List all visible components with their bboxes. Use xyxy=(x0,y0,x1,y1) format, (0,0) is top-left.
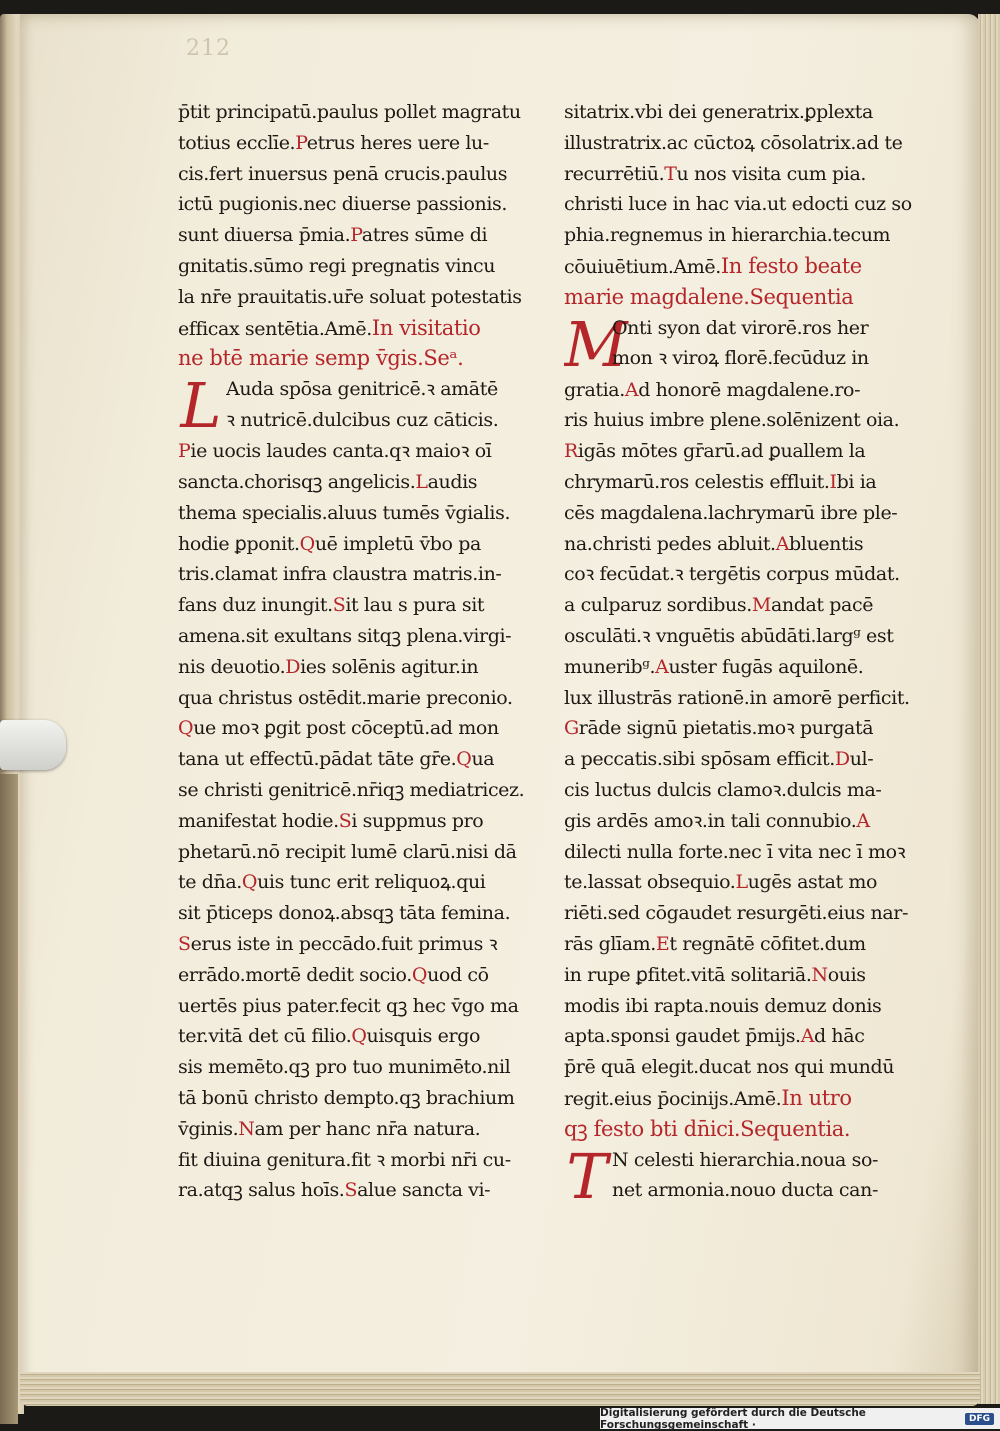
text-segment: bluentis xyxy=(789,532,864,555)
text-segment: na.christi pedes abluit. xyxy=(564,532,776,555)
text-segment: qua christus ostēdit.marie preconio. xyxy=(178,686,513,709)
rubricated-capital: N xyxy=(811,963,828,986)
rubricated-capital: M xyxy=(751,594,771,617)
text-line xyxy=(612,313,914,344)
text-segment: in rupe ꝑfitet.vitā solitariā. xyxy=(564,963,812,986)
text-segment: d hāc xyxy=(814,1025,865,1048)
text-segment: amena.sit exultans sitqꝫ plena.virgi- xyxy=(178,624,512,647)
text-segment: it lau s pura sit xyxy=(345,594,485,617)
text-line xyxy=(564,1114,914,1145)
text-segment: errādo.mortē dedit socio. xyxy=(178,963,412,986)
text-column-left xyxy=(178,97,530,1206)
initial-block-laude xyxy=(178,374,530,436)
initial-lines xyxy=(178,374,530,436)
text-line xyxy=(564,960,914,991)
text-segment: igās mōtes gr̄arū.ad ꝑuallem la xyxy=(577,440,866,463)
text-line xyxy=(564,744,914,775)
rubricated-capital: L xyxy=(415,470,428,493)
text-line xyxy=(178,282,530,313)
text-segment: manifestat hodie. xyxy=(178,809,339,832)
text-line xyxy=(564,405,914,436)
page-number: 212 xyxy=(186,36,231,61)
text-segment: erus iste in peccādo.fuit primus ꝛ xyxy=(190,932,498,955)
text-line xyxy=(178,1021,530,1052)
text-line xyxy=(178,929,530,960)
text-line xyxy=(564,251,914,282)
text-segment: sancta.chorisqꝫ angelicis. xyxy=(178,470,416,493)
text-segment: bi ia xyxy=(836,470,877,493)
dfg-logo: DFG xyxy=(965,1413,994,1425)
text-line xyxy=(178,1083,530,1114)
text-line xyxy=(564,806,914,837)
text-line xyxy=(564,1021,914,1052)
text-segment: uod cō xyxy=(427,963,489,986)
text-segment: am per hanc nr̄a natura. xyxy=(254,1117,481,1140)
text-line xyxy=(564,713,914,744)
text-line xyxy=(564,375,914,406)
text-line xyxy=(564,436,914,467)
text-segment: a culparuz sordibus. xyxy=(564,594,752,617)
text-line xyxy=(564,467,914,498)
rubric-heading: marie magdalene.Sequentia xyxy=(564,284,854,309)
rubricated-capital: A xyxy=(624,378,639,401)
text-segment: rās glīam. xyxy=(564,932,656,955)
rubricated-capital: Q xyxy=(178,717,194,740)
text-segment: ꝛ nutricē.dulcibus cuz cāticis. xyxy=(226,408,499,431)
rubric-heading: In festo beate xyxy=(720,253,862,278)
text-segment: cōuiuētium.Amē. xyxy=(564,255,721,278)
text-line xyxy=(178,220,530,251)
text-line xyxy=(564,991,914,1022)
rubricated-capital: A xyxy=(800,1025,815,1048)
text-segment: gratia. xyxy=(564,378,625,401)
text-line xyxy=(178,1114,530,1145)
text-segment: dilecti nulla forte.nec ī vita nec ī moꝛ xyxy=(564,840,906,863)
text-line xyxy=(564,898,914,929)
text-line xyxy=(564,775,914,806)
text-line xyxy=(564,1052,914,1083)
rubricated-capital: D xyxy=(834,748,850,771)
text-segment: illustratrix.ac cūctoꝝ cōsolatrix.ad te xyxy=(564,131,903,154)
left-column-opening xyxy=(178,97,530,374)
text-line xyxy=(564,867,914,898)
text-segment: alue sancta vi- xyxy=(357,1179,491,1202)
text-line xyxy=(564,159,914,190)
rubricated-capital: D xyxy=(285,655,301,678)
text-column-right xyxy=(564,97,914,1207)
text-segment: sit p̄ticeps donoꝝ.absqꝫ tāta femina. xyxy=(178,902,511,925)
text-line xyxy=(178,97,530,128)
text-segment: ictū pugionis.nec diuerse passionis. xyxy=(178,193,508,216)
text-segment: se christi genitricē.nr̄iqꝫ mediatricez. xyxy=(178,778,525,801)
right-column-opening xyxy=(564,97,914,313)
text-segment: uis tunc erit reliquoꝝ.qui xyxy=(257,871,486,894)
text-segment: t regnātē cōfitet.dum xyxy=(669,932,866,955)
text-line xyxy=(178,590,530,621)
rubric-heading: ne btē marie semp v̄gis.Seᵃ. xyxy=(178,346,464,371)
text-line xyxy=(564,1083,914,1114)
text-line xyxy=(178,467,530,498)
text-segment: d honorē magdalene.ro- xyxy=(638,378,861,401)
text-line xyxy=(178,1175,530,1206)
text-segment: atres sūme di xyxy=(361,224,488,247)
text-line xyxy=(178,867,530,898)
text-line xyxy=(178,991,530,1022)
rubricated-capital: S xyxy=(344,1179,358,1202)
rubricated-capital: L xyxy=(735,871,748,894)
text-segment: tā bonū christo dempto.qꝫ brachium xyxy=(178,1086,515,1109)
text-segment: a peccatis.sibi spōsam efficit. xyxy=(564,748,835,771)
text-segment: totius ecclīe. xyxy=(178,131,296,154)
text-line xyxy=(564,929,914,960)
text-line xyxy=(178,837,530,868)
text-segment: osculāti.ꝛ vnguētis abūdāti.largᵍ est xyxy=(564,624,894,647)
text-line xyxy=(564,837,914,868)
rubricated-capital: S xyxy=(332,594,346,617)
text-segment: i suppmus pro xyxy=(351,809,484,832)
decorated-initial: M xyxy=(564,312,628,375)
text-segment: ouis xyxy=(827,963,866,986)
text-line xyxy=(178,683,530,714)
footer-credit: Digitalisierung gefördert durch die Deutsche Forschungsgemeinschaft · xyxy=(600,1406,866,1431)
text-line xyxy=(564,683,914,714)
rubric-heading: In utro xyxy=(781,1085,852,1110)
rubricated-capital: I xyxy=(829,470,837,493)
text-segment: ra.atqꝫ salus hoīs. xyxy=(178,1179,345,1202)
text-line xyxy=(564,559,914,590)
initial-lines xyxy=(564,1145,914,1207)
rubricated-capital: P xyxy=(350,224,362,247)
rubricated-capital: P xyxy=(295,131,307,154)
rubricated-capital: A xyxy=(655,655,669,678)
text-segment: ua xyxy=(471,748,495,771)
text-segment: ugēs astat mo xyxy=(747,871,878,894)
digitization-footer xyxy=(600,1408,1000,1429)
rubricated-capital: E xyxy=(655,932,670,955)
rubricated-capital: S xyxy=(338,809,352,832)
text-segment: gnitatis.sūmo regi pregnatis vincu xyxy=(178,254,496,277)
rubric-heading: In visitatio xyxy=(371,315,481,340)
text-segment: mon ꝛ viroꝝ florē.fecūduz in xyxy=(612,347,869,370)
text-segment: coꝛ fecūdat.ꝛ tergētis corpus mūdat. xyxy=(564,563,900,586)
text-segment: uē impletū v̄bo pa xyxy=(314,532,481,555)
text-segment: apta.sponsi gaudet p̄mijs. xyxy=(564,1025,801,1048)
text-line xyxy=(564,621,914,652)
text-line xyxy=(564,189,914,220)
text-segment: nis deuotio. xyxy=(178,655,286,678)
text-line xyxy=(612,343,914,374)
text-line xyxy=(178,806,530,837)
text-line xyxy=(178,775,530,806)
initial-block-in-celesti xyxy=(564,1145,914,1207)
text-line xyxy=(178,744,530,775)
left-column-body xyxy=(178,436,530,1206)
text-line xyxy=(612,1175,914,1206)
text-line xyxy=(226,405,530,436)
text-segment: lux illustrās rationē.in amorē perficit. xyxy=(564,686,910,709)
text-segment: muneribᵍ. xyxy=(564,655,656,678)
text-segment: la nr̄e prauitatis.ur̄e soluat potestatis xyxy=(178,285,522,308)
text-segment: p̄rē quā elegit.ducat nos qui mundū xyxy=(564,1056,895,1079)
initial-lines xyxy=(564,313,914,375)
text-line xyxy=(564,128,914,159)
decorated-initial: L xyxy=(180,374,222,437)
text-line xyxy=(178,189,530,220)
text-segment: te dn̄a. xyxy=(178,871,242,894)
text-line xyxy=(178,251,530,282)
rubricated-capital: P xyxy=(178,440,191,463)
rubricated-capital: G xyxy=(564,717,579,740)
text-line xyxy=(178,652,530,683)
text-segment: phia.regnemus in hierarchia.tecum xyxy=(564,224,891,247)
rubricated-capital: T xyxy=(664,162,677,185)
page-edge-bottom xyxy=(20,1372,980,1406)
text-line xyxy=(564,97,914,128)
binding-shadow xyxy=(0,774,18,1424)
text-segment: uster fugās aquilonē. xyxy=(668,655,864,678)
page-clip xyxy=(0,720,66,770)
rubricated-capital: S xyxy=(178,932,191,955)
text-segment: cis.fert inuersus penā crucis.paulus xyxy=(178,162,508,185)
initial-block-monti xyxy=(564,313,914,375)
rubricated-capital: Q xyxy=(241,871,258,894)
decorated-initial: T xyxy=(566,1144,608,1207)
text-segment: N celesti hierarchia.noua so- xyxy=(612,1148,879,1171)
text-line xyxy=(178,1052,530,1083)
text-line xyxy=(178,960,530,991)
text-line xyxy=(178,159,530,190)
text-segment: u nos visita cum pia. xyxy=(676,162,867,185)
text-segment: christi luce in hac via.ut edocti cuz so xyxy=(564,193,912,216)
text-line xyxy=(564,652,914,683)
text-segment: sis memēto.qꝫ pro tuo munimēto.nil xyxy=(178,1056,511,1079)
text-line xyxy=(564,220,914,251)
text-segment: fans duz inungit. xyxy=(178,594,333,617)
text-segment: tana ut effectū.pādat tāte gr̄e. xyxy=(178,748,457,771)
text-line xyxy=(178,128,530,159)
rubricated-capital: Q xyxy=(456,748,472,771)
rubricated-capital: A xyxy=(775,532,790,555)
text-segment: ies solēnis agitur.in xyxy=(300,655,479,678)
text-line xyxy=(178,498,530,529)
text-line xyxy=(178,1145,530,1176)
text-segment: Onti syon dat virorē.ros her xyxy=(612,316,869,339)
rubricated-capital: Q xyxy=(299,532,315,555)
text-segment: riēti.sed cōgaudet resurgēti.eius nar- xyxy=(564,902,909,925)
text-segment: recurrētiū. xyxy=(564,162,665,185)
text-segment: etrus heres uere lu- xyxy=(306,131,489,154)
text-line xyxy=(226,374,530,405)
text-segment: Auda spōsa genitricē.ꝛ amātē xyxy=(226,378,498,401)
text-line xyxy=(564,498,914,529)
page-edge-right xyxy=(978,14,1000,1404)
text-segment: sitatrix.vbi dei generatrix.ꝑplexta xyxy=(564,101,873,123)
text-segment: rāde signū pietatis.moꝛ purgatā xyxy=(578,717,874,740)
text-line xyxy=(564,282,914,313)
text-segment: fit diuina genitura.fit ꝛ morbi nr̄i cu- xyxy=(178,1148,511,1171)
text-segment: uisquis ergo xyxy=(366,1025,480,1048)
text-segment: regit.eius p̄ocinijs.Amē. xyxy=(564,1087,782,1110)
text-line xyxy=(178,313,530,344)
text-line xyxy=(178,436,530,467)
text-line xyxy=(564,590,914,621)
text-segment: phetarū.nō recipit lumē clarū.nisi dā xyxy=(178,840,517,863)
text-segment: andat pacē xyxy=(770,594,874,617)
text-segment: cēs magdalena.lachrymarū ibre ple- xyxy=(564,501,898,524)
text-segment: gis ardēs amoꝛ.in tali connubio. xyxy=(564,809,857,832)
text-segment: te.lassat obsequio. xyxy=(564,871,736,894)
text-segment: ter.vitā det cū filio. xyxy=(178,1025,352,1048)
text-segment: ris huius imbre plene.solēnizent oia. xyxy=(564,409,900,432)
text-segment: chrymarū.ros celestis effluit. xyxy=(564,470,830,493)
text-line xyxy=(612,1145,914,1176)
text-segment: efficax sentētia.Amē. xyxy=(178,317,372,340)
text-segment: ul- xyxy=(849,748,874,771)
rubricated-capital: Q xyxy=(411,963,428,986)
text-segment: hodie ꝑponit. xyxy=(178,532,300,555)
rubricated-capital: Q xyxy=(351,1025,367,1048)
text-segment: audis xyxy=(427,470,478,493)
text-segment: modis ibi rapta.nouis demuz donis xyxy=(564,994,882,1017)
rubricated-capital: A xyxy=(856,809,870,832)
text-line xyxy=(178,713,530,744)
rubricated-capital: R xyxy=(564,440,578,463)
right-column-body xyxy=(564,375,914,1145)
text-segment: net armonia.nouo ducta can- xyxy=(612,1179,878,1202)
text-segment: ie uocis laudes canta.qꝛ maioꝛ oī xyxy=(190,440,492,463)
rubric-heading: qꝫ festo bti dn̄ici.Sequentia. xyxy=(564,1116,851,1141)
text-segment: tris.clamat infra claustra matris.in- xyxy=(178,563,502,586)
text-segment: ue moꝛ ꝑgit post cōceptū.ad mon xyxy=(193,717,499,740)
text-segment: uertēs pius pater.fecit qꝫ hec v̄go ma xyxy=(178,994,519,1017)
text-segment: thema specialis.aluus tumēs v̄gialis. xyxy=(178,501,511,524)
text-line xyxy=(178,343,530,374)
text-segment: cis luctus dulcis clamoꝛ.dulcis ma- xyxy=(564,778,882,801)
text-line xyxy=(178,621,530,652)
text-line xyxy=(564,529,914,560)
text-segment: v̄ginis. xyxy=(178,1117,239,1140)
text-segment: sunt diuersa p̄mia. xyxy=(178,224,351,247)
text-line xyxy=(178,559,530,590)
text-line xyxy=(178,898,530,929)
text-line xyxy=(178,529,530,560)
text-segment: p̄tit principatū.paulus pollet magratu xyxy=(178,101,521,123)
rubricated-capital: N xyxy=(238,1117,255,1140)
